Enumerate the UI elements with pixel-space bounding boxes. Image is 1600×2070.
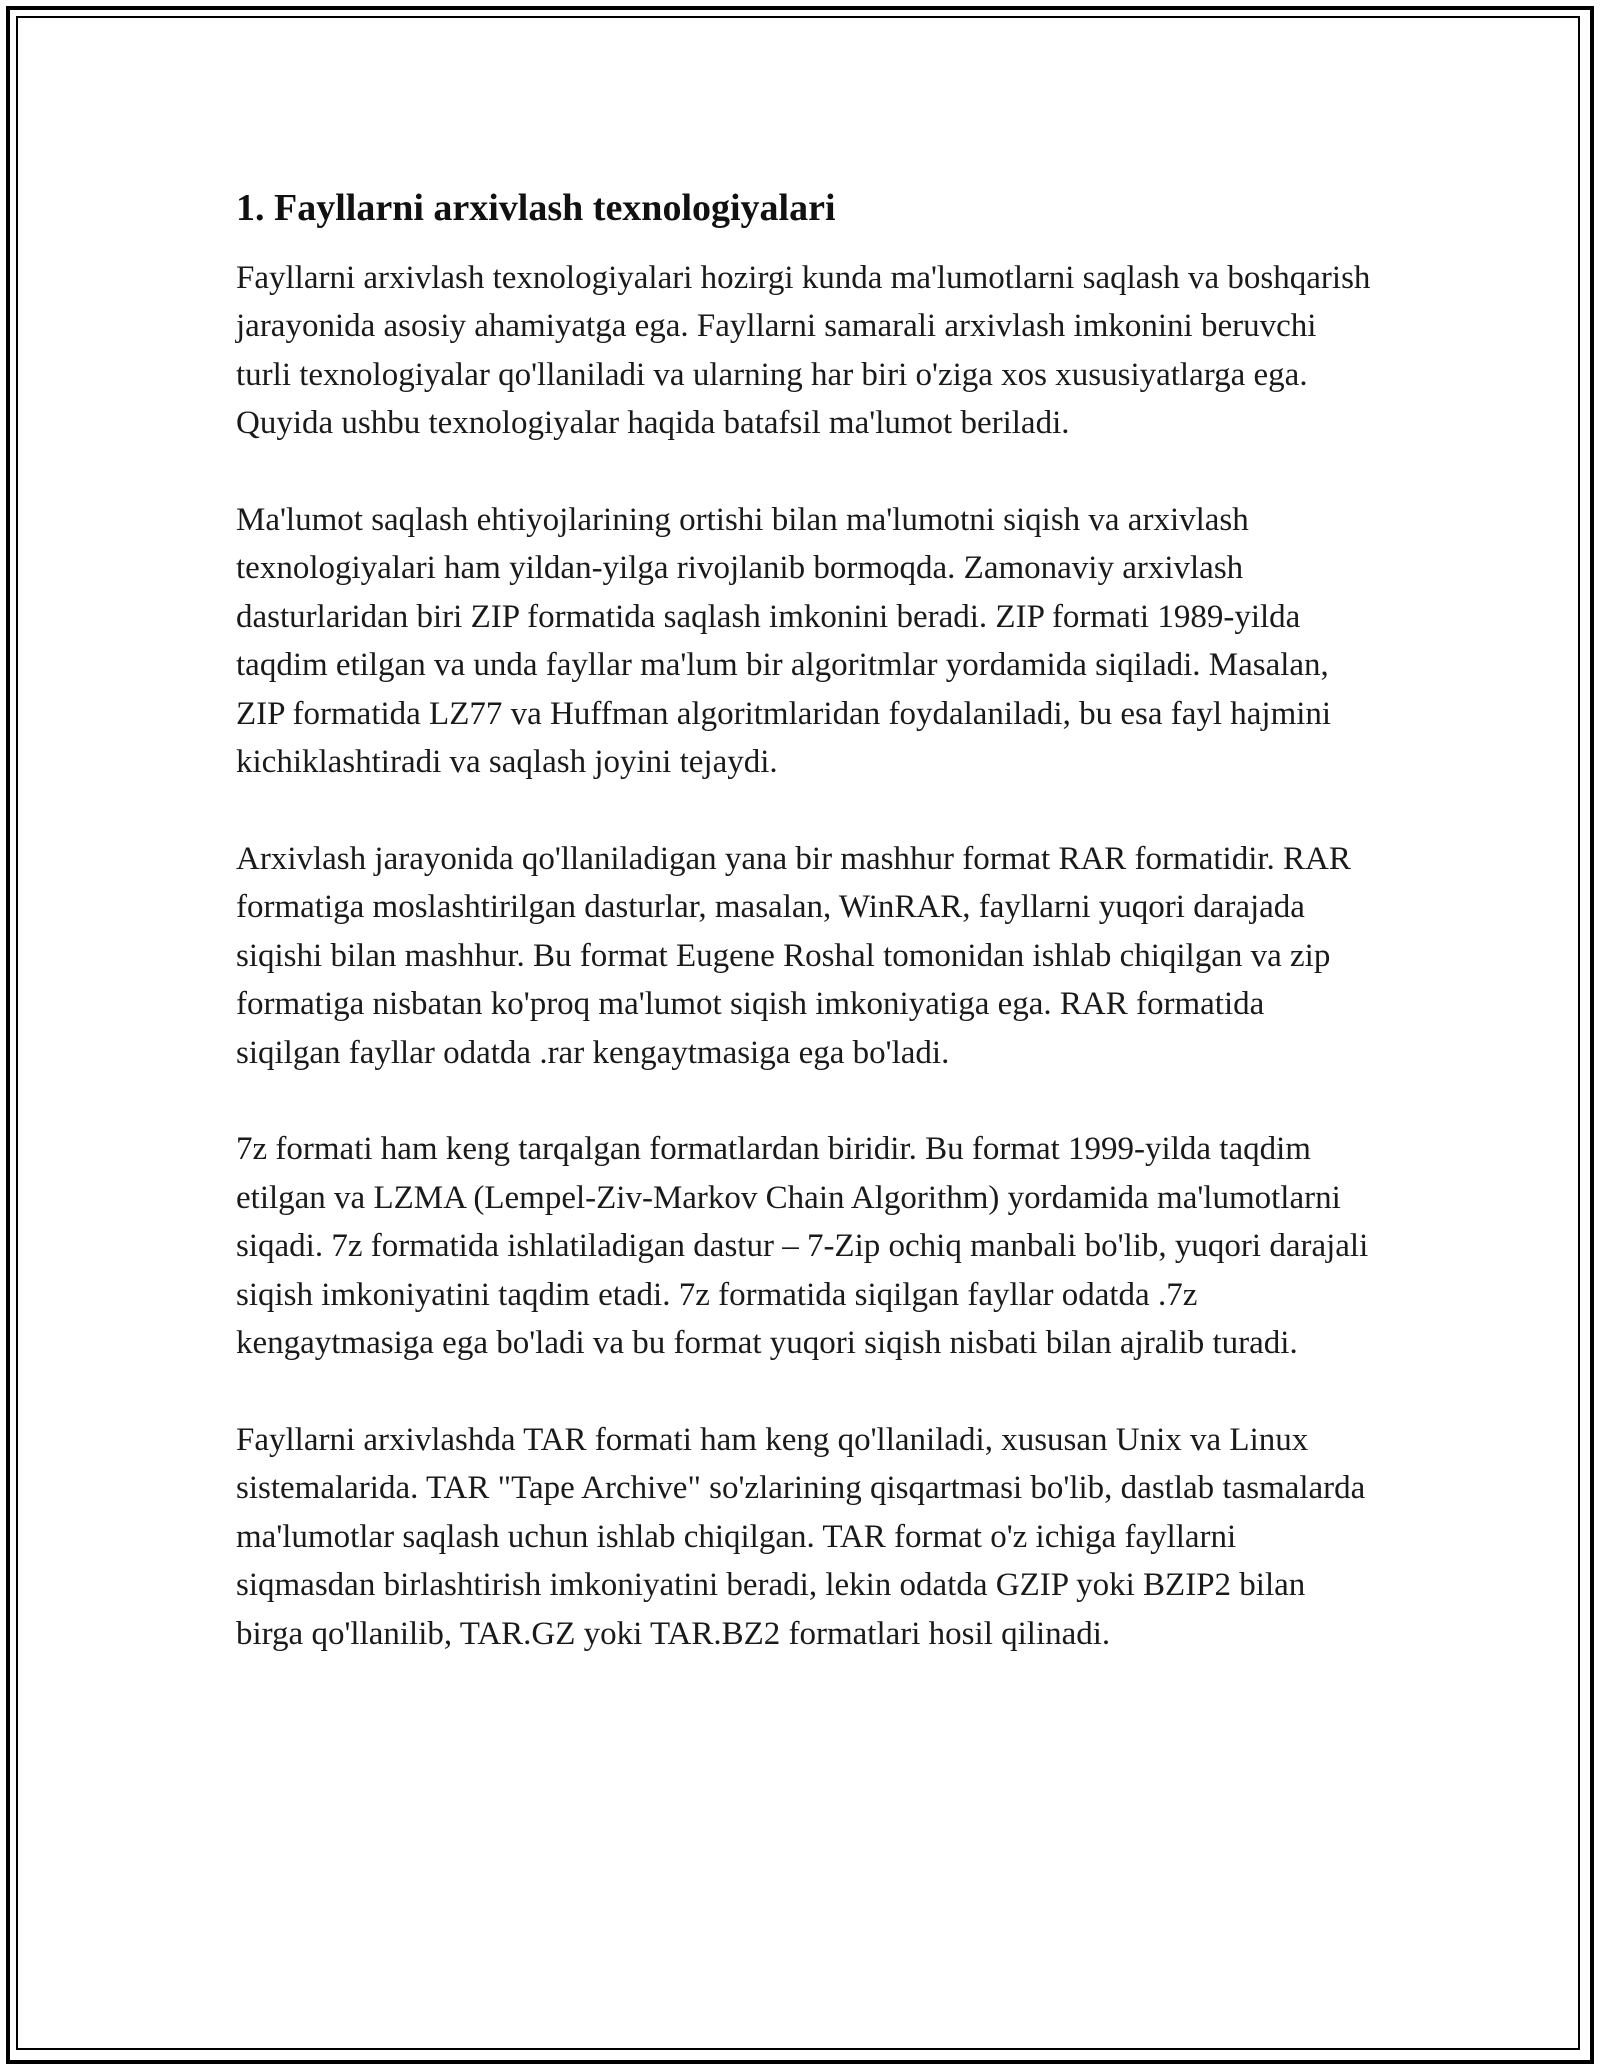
section-heading: 1. Fayllarni arxivlash texnologiyalari bbox=[236, 187, 836, 229]
paragraph-tar: Fayllarni arxivlashda TAR formati ham keng qo'llaniladi, xususan Unix va Linux sistemalarida. TAR "Tape Archive" so'zlarining qisqartmasi bo'lib, dastlab tasmalarda ma'lumotlar saqlash uchun ishlab chiqilgan. TAR format o'z ichiga fayllarni siqmasdan birlashtirish imkoniyatini beradi, lekin odatda GZIP yoki BZIP2 bilan birga qo'llanilib, TAR.GZ yoki TAR.BZ2 formatlari hosil qilinadi. bbox=[236, 1421, 1366, 1652]
paragraph-7z: 7z formati ham keng tarqalgan formatlardan biridir. Bu format 1999-yilda taqdim etilgan va LZMA (Lempel-Ziv-Markov Chain Algorithm) yordamida ma'lumotlarni siqadi. 7z formatida ishlatiladigan dastur – 7-Zip ochiq manbali bo'lib, yuqori darajali siqish imkoniyatini taqdim etadi. 7z formatida siqilgan fayllar odatda .7z kengaytmasiga ega bo'ladi va bu format yuqori siqish nisbati bilan ajralib turadi. bbox=[236, 1131, 1369, 1362]
paragraph-rar: Arxivlash jarayonida qo'llaniladigan yana bir mashhur format RAR formatidir. RAR formatiga moslashtirilgan dasturlar, masalan, WinRAR, fayllarni yuqori darajada siqishi bilan mashhur. Bu format Eugene Roshal tomonidan ishlab chiqilgan va zip formatiga nisbatan ko'proq ma'lumot siqish imkoniyatiga ega. RAR formatida siqilgan fayllar odatda .rar kengaytmasiga ega bo'ladi. bbox=[236, 840, 1351, 1071]
paragraph-zip: Ma'lumot saqlash ehtiyojlarining ortishi bilan ma'lumotni siqish va arxivlash texnologiyalari ham yildan-yilga rivojlanib bormoqda. Zamonaviy arxivlash dasturlaridan biri ZIP formatida saqlash imkonini beradi. ZIP formati 1989-yilda taqdim etilgan va unda fayllar ma'lum bir algoritmlar yordamida siqiladi. Masalan, ZIP formatida LZ77 va Huffman algoritmlaridan foydalaniladi, bu esa fayl hajmini kichiklashtiradi va saqlash joyini tejaydi. bbox=[236, 501, 1332, 781]
document-body bbox=[236, 186, 1376, 1706]
paragraph-intro: Fayllarni arxivlash texnologiyalari hozirgi kunda ma'lumotlarni saqlash va boshqarish jarayonida asosiy ahamiyatga ega. Fayllarni samarali arxivlash imkonini beruvchi turli texnologiyalar qo'llaniladi va ularning har biri o'ziga xos xususiyatlarga ega. Quyida ushbu texnologiyalar haqida batafsil ma'lumot beriladi. bbox=[236, 259, 1371, 442]
